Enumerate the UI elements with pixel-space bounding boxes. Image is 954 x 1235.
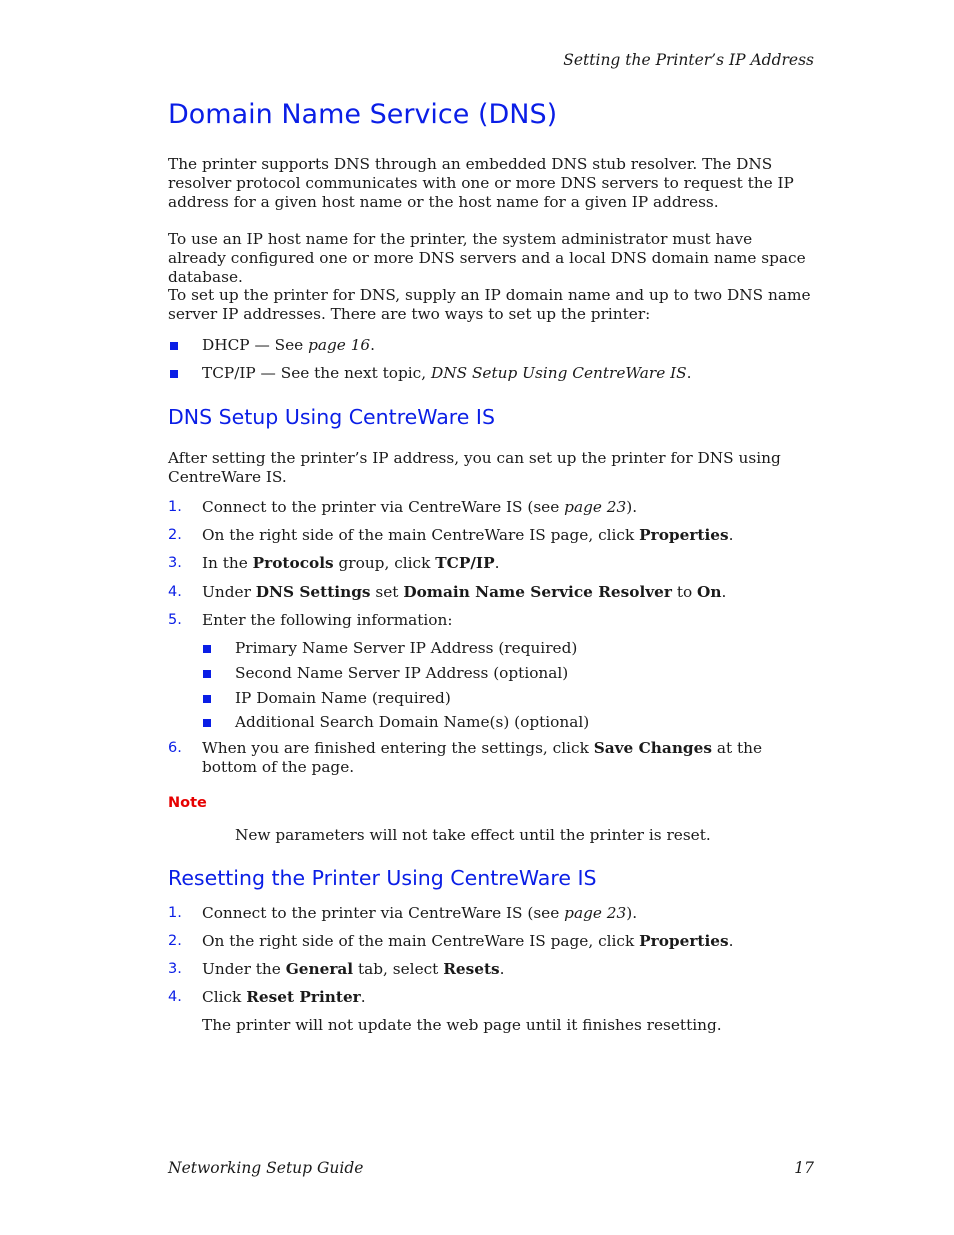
intro-paragraph-3: To set up the printer for DNS, supply an IP domain name and up to two DNS name server IP addresses. There are two ways to set up the printer:: [168, 286, 811, 323]
note-text: New parameters will not take effect until the printer is reset.: [235, 826, 711, 844]
page-reference-link[interactable]: page 16: [308, 336, 371, 354]
dns-setup-heading: DNS Setup Using CentreWare IS: [168, 405, 495, 429]
running-head: Setting the Printer’s IP Address: [563, 51, 814, 69]
square-bullet-icon: [203, 695, 211, 703]
square-bullet-icon: [170, 342, 178, 350]
dns-setup-intro: After setting the printer’s IP address, you can set up the printer for DNS using CentreWare IS.: [168, 449, 781, 486]
note-label: Note: [168, 795, 207, 811]
intro-paragraph-2: To use an IP host name for the printer, the system administrator must have already configured one or more DNS servers and a local DNS domain name space database.: [168, 230, 806, 286]
page-reference-link[interactable]: page 23: [564, 498, 627, 516]
square-bullet-icon: [203, 645, 211, 653]
footer-page-number: 17: [794, 1159, 814, 1177]
square-bullet-icon: [170, 370, 178, 378]
topic-reference-link[interactable]: DNS Setup Using CentreWare IS: [430, 364, 687, 382]
reset-heading: Resetting the Printer Using CentreWare IS: [168, 866, 597, 890]
square-bullet-icon: [203, 719, 211, 727]
page-reference-link[interactable]: page 23: [564, 904, 627, 922]
square-bullet-icon: [203, 670, 211, 678]
footer-guide-title: Networking Setup Guide: [168, 1159, 364, 1177]
page-title: Domain Name Service (DNS): [168, 99, 558, 130]
intro-paragraph-1: The printer supports DNS through an embedded DNS stub resolver. The DNS resolver protocol communicates with one or more DNS servers to request the IP address for a given host name or the host name for a given IP address.: [168, 155, 794, 211]
